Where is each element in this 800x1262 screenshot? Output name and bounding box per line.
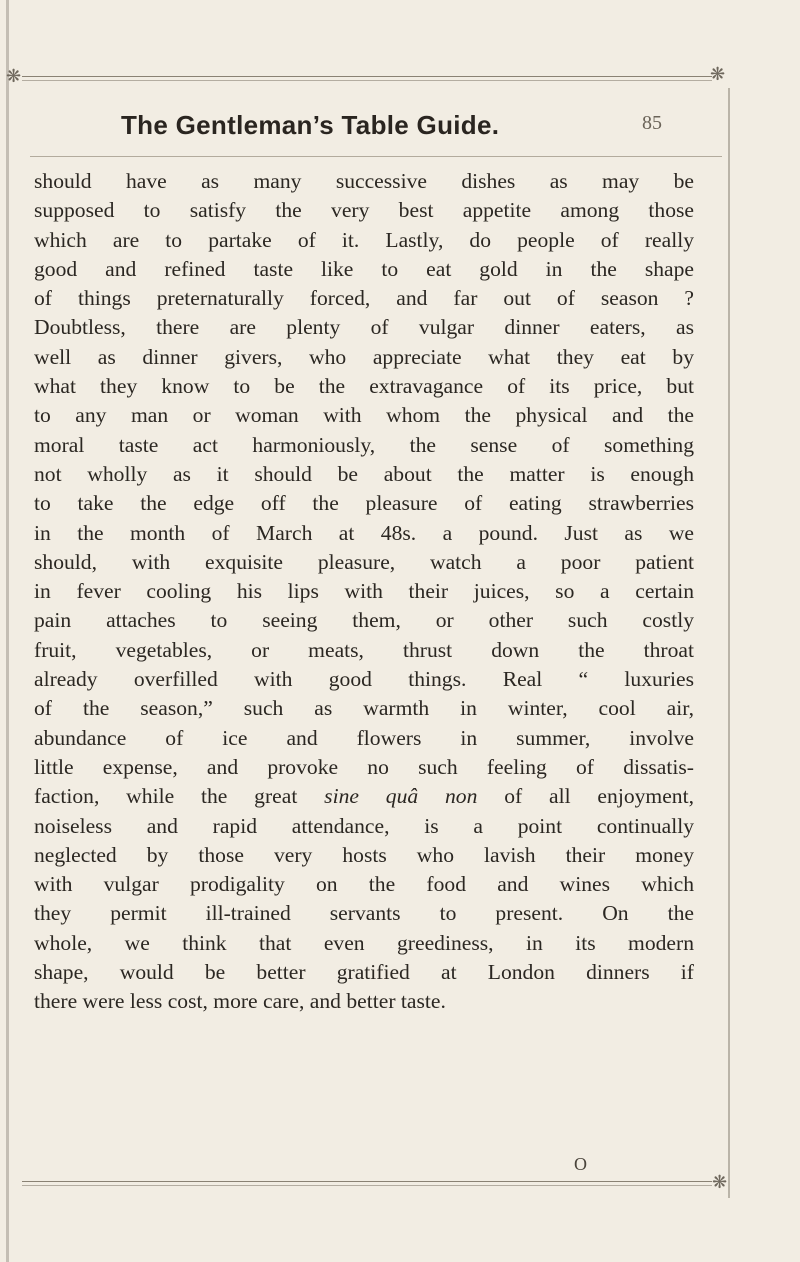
header-rule <box>30 156 722 157</box>
text-line: of things preternaturally forced, and far out of season ? <box>34 286 694 311</box>
top-border-rule <box>22 76 712 77</box>
text-line: not wholly as it should be about the matter is enough <box>34 461 694 486</box>
text-line: abundance of ice and flowers in summer, involve <box>34 725 694 750</box>
text-line: with vulgar prodigality on the food and wines which <box>34 872 694 897</box>
floral-ornament-icon: ❋ <box>6 66 22 87</box>
signature-mark: O <box>574 1154 587 1174</box>
text-line-with-latin <box>34 782 694 811</box>
bottom-border-rule <box>22 1181 712 1182</box>
text-line: of the season,” such as warmth in winter, cool air, <box>34 696 694 721</box>
text-line: supposed to satisfy the very best appetite among those <box>34 198 694 223</box>
floral-ornament-icon: ❋ <box>712 1172 728 1193</box>
text-line: little expense, and provoke no such feeling of dissatis- <box>34 754 694 779</box>
text-line: in the month of March at 48s. a pound. Just as we <box>34 520 694 545</box>
text-line: shape, would be better gratified at London dinners if <box>34 960 694 985</box>
running-title: The Gentleman’s Table Guide. <box>121 110 500 140</box>
text-fragment: faction, while the great <box>34 784 298 809</box>
top-border-rule-inner <box>22 80 712 81</box>
text-line: what they know to be the extravagance of its price, but <box>34 374 694 399</box>
text-line: to take the edge off the pleasure of eating strawberries <box>34 491 694 516</box>
text-line: neglected by those very hosts who lavish their money <box>34 842 694 867</box>
latin-phrase: sine quâ non <box>324 784 478 809</box>
page-edge-left <box>6 0 9 1262</box>
floral-ornament-icon: ❋ <box>710 64 726 85</box>
text-line: already overfilled with good things. Real “ luxuries <box>34 667 694 692</box>
text-line: moral taste act harmoniously, the sense of something <box>34 432 694 457</box>
text-line: fruit, vegetables, or meats, thrust down the throat <box>34 637 694 662</box>
text-line: they permit ill-trained servants to present. On the <box>34 901 694 926</box>
text-line: well as dinner givers, who appreciate what they eat by <box>34 344 694 369</box>
text-line-final: there were less cost, more care, and better taste. <box>34 989 446 1014</box>
text-line: to any man or woman with whom the physical and the <box>34 403 694 428</box>
text-line: pain attaches to seeing them, or other such costly <box>34 608 694 633</box>
text-line: which are to partake of it. Lastly, do people of really <box>34 227 694 252</box>
page-number: 85 <box>642 112 662 134</box>
text-line: in fever cooling his lips with their juices, so a certain <box>34 579 694 604</box>
text-line: Doubtless, there are plenty of vulgar dinner eaters, as <box>34 315 694 340</box>
text-line: good and refined taste like to eat gold in the shape <box>34 256 694 281</box>
text-line: should have as many successive dishes as may be <box>34 169 694 193</box>
text-fragment: of all enjoyment, <box>504 784 694 809</box>
text-line: should, with exquisite pleasure, watch a poor patient <box>34 549 694 574</box>
bottom-border-rule-inner <box>22 1185 712 1186</box>
page-edge-right <box>728 88 730 1198</box>
text-line: whole, we think that even greediness, in its modern <box>34 930 694 955</box>
text-line: noiseless and rapid attendance, is a point continually <box>34 813 694 838</box>
body-text <box>34 167 694 1017</box>
